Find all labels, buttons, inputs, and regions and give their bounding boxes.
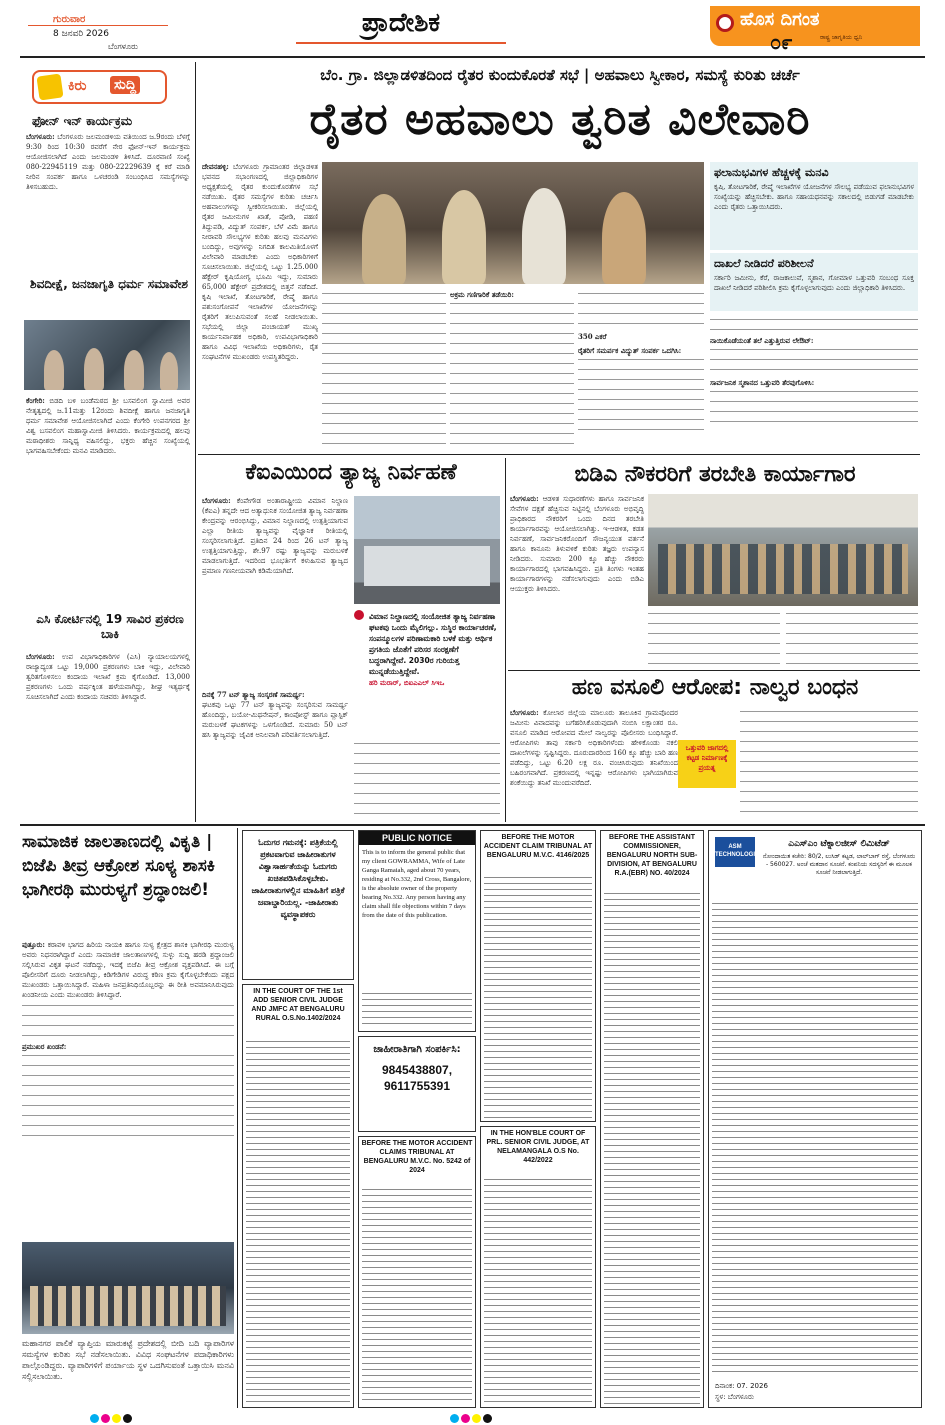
masthead-day: ಗುರುವಾರ [28, 14, 168, 26]
court4-title: IN THE HON'BLE COURT OF PRL. SENIOR CIVIL JUDGE, AT NELAMANGALA O.S No. 442/2022 [486, 1130, 590, 1164]
kia-col-1 [202, 496, 348, 686]
fraud-box-text: ಒತ್ತುವರಿ ಜಾಗದಲ್ಲಿ ಕಟ್ಟಡ ನಿರ್ಮಾಣಕ್ಕೆ ಪ್ರಯತ್ನ [685, 744, 729, 772]
lead-col-1 [202, 162, 318, 450]
kia-quote-by: ಹರಿ ಮರಾರ್, ಬಿಐಎಎಲ್ ಸಿಇಒ [369, 679, 445, 687]
kia-col-2b [354, 740, 500, 820]
lead-stat2: ಎಕರೆ [594, 332, 607, 341]
asm-notice-ad [708, 830, 922, 1408]
kia-photo [354, 496, 500, 604]
hand-icon [36, 73, 63, 100]
bda-col-1 [510, 494, 644, 664]
tribute-sub: ಪ್ರಮುಖರ ಖಂಡನೆ: [22, 1042, 67, 1051]
court-ad-3 [600, 830, 704, 1408]
kia-col-1b [202, 690, 348, 820]
tribute-body-block [22, 940, 234, 1240]
paper-logo [710, 6, 920, 46]
item2-lead: ಕೆಂಗೇರಿ: [26, 396, 45, 405]
register-mark-black [123, 1414, 132, 1423]
fraud-col-1 [510, 708, 678, 820]
lead-lead-word: ದೇವನಹಳ್ಳಿ: [202, 162, 229, 171]
bda-photo [648, 494, 918, 606]
court-ad-4 [480, 1126, 596, 1408]
court-ad-5 [358, 1136, 476, 1408]
sun-icon [716, 14, 734, 32]
tribute-body: ಕರಾವಳಿ ಭಾಗದ ಹಿರಿಯ ನಾಯಕಿ ಹಾಗೂ ಸುಳ್ಯ ಕ್ಷೇತ್ರದ ಶಾಸಕಿ ಭಾಗೀರಥಿ ಮುರುಳ್ಯ ಅವರು ನಿಧನರಾಗಿದ್ದಾರೆ ಎಂದು ಸಾಮಾಜಿಕ ಜಾಲತಾಣಗಳಲ್ಲಿ ಸುಳ್ಳು ಸುದ್ದಿ ಹರಡಿ ಶ್ರದ್ಧಾಂಜಲಿ ಸಲ್ಲಿಸಿರುವ ವಿಕೃತ ಘಟನೆ ನಡೆದಿದ್ದು, ಇದಕ್ಕೆ ಬಿಜೆಪಿ ತೀವ್ರ ಆಕ್ರೋಶ ವ್ಯಕ್ತಪಡಿಸಿದೆ. ಈ ಬಗ್ಗೆ ಪೊಲೀಸರಿಗೆ ದೂರು ನೀಡಲಾಗಿದ್ದು, ಕಿಡಿಗೇಡಿಗಳ ವಿರುದ್ಧ ಕಠಿಣ ಕ್ರಮ ಕೈಗೊಳ್ಳಬೇಕೆಂದು ಪಕ್ಷದ ಮುಖಂಡರು ಒತ್ತಾಯಿಸಿದ್ದಾರೆ. ಮಹಿಳಾ ಜನಪ್ರತಿನಿಧಿಯೊಬ್ಬರನ್ನು ಈ ರೀತಿ ಅವಮಾನಿಸಿರುವುದು ಖಂಡನೀಯ ಎಂದು ಮುಖಂಡರು ತಿಳಿಸಿದ್ದಾರೆ. [22, 941, 234, 999]
lead-sub3: ನಾಯಿಕೊಡೆಯಂತೆ ತಲೆ ಎತ್ತುತ್ತಿರುವ ಲೇಔಟ್: [710, 336, 814, 345]
item3-title: ಎಸಿ ಕೋರ್ಟಿನಲ್ಲಿ 19 ಸಾವಿರ ಪ್ರಕರಣ ಬಾಕಿ [36, 612, 184, 641]
asm-name: ಎಎಸ್ಎಂ ಟೆಕ್ನಾಲಜೀಸ್ ಲಿಮಿಟೆಡ್ [788, 839, 890, 849]
section-title: ಪ್ರಾದೇಶಿಕ [296, 8, 506, 44]
lead-col-5 [710, 316, 918, 450]
asm-logo-text: ASM TECHNOLOGIES [715, 844, 764, 858]
register-mark-yellow-2 [472, 1414, 481, 1423]
lead-stat1: 350 [578, 332, 593, 341]
side-box-2 [710, 253, 918, 311]
court5-title: BEFORE THE MOTOR ACCIDENT CLAIMS TRIBUNAL AT BENGALURU M.V.C. No. 5242 of 2024 [361, 1140, 473, 1174]
quote-icon [354, 610, 364, 620]
lead-sub1: ಅಕ್ರಮ ಗಣಿಗಾರಿಕೆ ತಡೆಯಿರಿ: [450, 290, 514, 299]
lead-body: ಬೆಂಗಳೂರು ಗ್ರಾಮಾಂತರ ಜಿಲ್ಲಾಡಳಿತ ಭವನದ ಸಭಾಂಗಣದಲ್ಲಿ ಜಿಲ್ಲಾಧಿಕಾರಿಗಳ ಅಧ್ಯಕ್ಷತೆಯಲ್ಲಿ ರೈತರ ಕುಂದುಕೊರತೆಗಳ ಸಭೆ ನಡೆಯಿತು. ರೈತರ ಸಮಸ್ಯೆಗಳ ಕುರಿತು ಚರ್ಚಿಸಿ ಅಹವಾಲುಗಳನ್ನು ಸ್ವೀಕರಿಸಲಾಯಿತು. ಜಿಲ್ಲೆಯಲ್ಲಿ ರೈತರ ಜಮೀನುಗಳ ಖಾತೆ, ಪೋಡಿ, ಪಹಣಿ ತಿದ್ದುಪಡಿ, ವಿದ್ಯುತ್ ಸಂಪರ್ಕ, ಬೆಳೆ ವಿಮೆ ಹಾಗೂ ನೀರಾವರಿ ಸೌಲಭ್ಯಗಳ ಕುರಿತು ಹಲವು ಮನವಿಗಳು ಬಂದಿದ್ದು, ಅವುಗಳನ್ನು ನಿಗದಿತ ಕಾಲಮಿತಿಯೊಳಗೆ ವಿಲೇವಾರಿ ಮಾಡಬೇಕು ಎಂದು ಅಧಿಕಾರಿಗಳಿಗೆ ಸೂಚಿಸಲಾಯಿತು. ಜಿಲ್ಲೆಯಲ್ಲಿ ಒಟ್ಟು 1.25.000 ಹೆಕ್ಟೇರ್ ಕೃಷಿಯೋಗ್ಯ ಭೂಮಿ ಇದ್ದು, ಸುಮಾರು 65,000 ಹೆಕ್ಟೇರ್ ಪ್ರದೇಶದಲ್ಲಿ ಬಿತ್ತನೆ ನಡೆದಿದೆ. ಕೃಷಿ ಇಲಾಖೆ, ತೋಟಗಾರಿಕೆ, ರೇಷ್ಮೆ ಹಾಗೂ ಪಶುಸಂಗೋಪನೆ ಇಲಾಖೆಗಳ ಯೋಜನೆಗಳನ್ನು ರೈತರಿಗೆ ತಲುಪಿಸುವಂತೆ ಸಲಹೆ ನೀಡಲಾಯಿತು. ಸಭೆಯಲ್ಲಿ ಜಿಲ್ಲಾ ಪಂಚಾಯತ್ ಮುಖ್ಯ ಕಾರ್ಯನಿರ್ವಾಹಕ ಅಧಿಕಾರಿ, ಉಪವಿಭಾಗಾಧಿಕಾರಿ ಹಾಗೂ ವಿವಿಧ ಇಲಾಖೆಯ ಅಧಿಕಾರಿಗಳು, ರೈತ ಸಂಘಟನೆಗಳ ಮುಖಂಡರು ಉಪಸ್ಥಿತರಿದ್ದರು. [202, 163, 318, 361]
lead-col-2 [322, 290, 446, 450]
fraud-lead-word: ಬೆಂಗಳೂರು: [510, 708, 539, 717]
register-mark-magenta [101, 1414, 110, 1423]
item2-photo [24, 320, 190, 390]
fraud-headline: ಹಣ ವಸೂಲಿ ಆರೋಪ: ನಾಲ್ವರ ಬಂಧನ [571, 675, 859, 700]
item1-title: ಫೋನ್ ಇನ್ ಕಾರ್ಯಕ್ರಮ [32, 114, 133, 128]
bda-body: ಆಡಳಿತ ಸುಧಾರಣೆಗಳು ಹಾಗೂ ಸಾರ್ವಜನಿಕ ಸೇವೆಗಳ ದಕ್ಷತೆ ಹೆಚ್ಚಿಸುವ ನಿಟ್ಟಿನಲ್ಲಿ ಬೆಂಗಳೂರು ಅಭಿವೃದ್ಧಿ ಪ್ರಾಧಿಕಾರದ ನೌಕರರಿಗೆ ಒಂದು ದಿನದ ತರಬೇತಿ ಕಾರ್ಯಾಗಾರವನ್ನು ಆಯೋಜಿಸಲಾಗಿತ್ತು. ಇ-ಆಡಳಿತ, ಕಡತ ನಿರ್ವಹಣೆ, ಸಾರ್ವಜನಿಕರೊಂದಿಗೆ ಸೌಜನ್ಯಯುತ ವರ್ತನೆ ಹಾಗೂ ಕಾನೂನು ತಿಳುವಳಿಕೆ ಕುರಿತು ತಜ್ಞರು ಉಪನ್ಯಾಸ ನೀಡಿದರು. ಸುಮಾರು 200 ಕ್ಕೂ ಹೆಚ್ಚು ನೌಕರರು ಕಾರ್ಯಾಗಾರದಲ್ಲಿ ಭಾಗವಹಿಸಿದ್ದರು. ಪ್ರತಿ ತಿಂಗಳು ಇಂತಹ ಕಾರ್ಯಾಗಾರಗಳನ್ನು ನಡೆಸಲಾಗುವುದು ಎಂದು ಬಿಡಿಎ ಆಯುಕ್ತರು ತಿಳಿಸಿದರು. [510, 495, 644, 593]
register-mark-cyan-2 [450, 1414, 459, 1423]
kia-lead-word: ಬೆಂಗಳೂರು: [202, 496, 231, 505]
item2-text: ಬಿಡದಿ ಬಳಿ ಬಂಡೆಮಠದ ಶ್ರೀ ಬಸವಲಿಂಗ ಸ್ವಾಮೀಜಿ ಅವರ ನೇತೃತ್ವದಲ್ಲಿ ಜ.11ಮತ್ತು 12ರಂದು ಶಿವದೀಕ್ಷೆ ಹಾಗೂ ಜನಜಾಗೃತಿ ಧರ್ಮ ಸಮಾವೇಶ ಆಯೋಜಿಸಲಾಗಿದೆ ಎಂದು ಕೆಂಗೇರಿ ಉಪನಗರದ ಶ್ರೀ ವಿಶ್ವ ಬಸವಲಿಂಗ ಮಹಾಸ್ವಾಮೀಜಿ ತಿಳಿಸಿದರು. ಕಾರ್ಯಕ್ರಮದಲ್ಲಿ ಹಲವು ಮಠಾಧೀಶರು ಸಾನ್ನಿಧ್ಯ ವಹಿಸಲಿದ್ದು, ಭಕ್ತರು ಹೆಚ್ಚಿನ ಸಂಖ್ಯೆಯಲ್ಲಿ ಭಾಗವಹಿಸಬೇಕೆಂದು ಮನವಿ ಮಾಡಿದರು. [26, 397, 190, 455]
kan-notice-ad [242, 830, 354, 980]
kirusuddi-label-a: ಕಿರು [68, 78, 87, 94]
register-mark-black-2 [483, 1414, 492, 1423]
box2-text: ಸರ್ಕಾರಿ ಜಮೀನು, ಕೆರೆ, ರಾಜಕಾಲುವೆ, ಸ್ಮಶಾನ, ಗೋಮಾಳ ಒತ್ತುವರಿ ಸಂಬಂಧ ಸೂಕ್ತ ದಾಖಲೆ ನೀಡಿದರೆ ಪರಿಶೀಲಿಸಿ ಕ್ರಮ ಕೈಗೊಳ್ಳಲಾಗುವುದು ಎಂದು ಜಿಲ್ಲಾಧಿಕಾರಿ ತಿಳಿಸಿದರು. [714, 274, 914, 292]
date-block [28, 14, 198, 52]
classified-title: ಜಾಹೀರಾತಿಗಾಗಿ ಸಂಪರ್ಕಿಸಿ: [373, 1044, 461, 1055]
register-mark-cyan [90, 1414, 99, 1423]
register-mark-magenta-2 [461, 1414, 470, 1423]
lead-photo [322, 162, 704, 284]
bda-col-3 [786, 610, 918, 666]
asm-logo [715, 837, 764, 867]
tribute-photo [22, 1242, 234, 1334]
public-notice-body: This is to inform the general public that my client GOWRAMMA, Wife of Late Ganga Ramaiah, aged about 70 years, residing at No.332, 2nd Cross, Bangalore, is the absolute owner of the property bearing No.332. Any person having any claim shall file objections within 7 days from the date of this publication. [362, 849, 472, 919]
register-mark-yellow [112, 1414, 121, 1423]
box1-title: ಫಲಾನುಭವಿಗಳ ಹೆಚ್ಚಳಕ್ಕೆ ಮನವಿ [714, 166, 829, 179]
classified-phone-1: 9845438807, [381, 1063, 453, 1077]
court-ad-1 [242, 984, 354, 1408]
item1-body [26, 132, 190, 272]
kia-sub: ದಿನಕ್ಕೆ 77 ಟನ್ ತ್ಯಾಜ್ಯ ಸಂಸ್ಕರಣೆ ಸಾಮರ್ಥ್ಯ: [202, 690, 305, 699]
court-ad-2 [480, 830, 596, 1122]
item3-text: ಉಪ ವಿಭಾಗಾಧಿಕಾರಿಗಳ (ಎಸಿ) ನ್ಯಾಯಾಲಯಗಳಲ್ಲಿ ರಾಜ್ಯಾದ್ಯಂತ ಒಟ್ಟು 19,000 ಪ್ರಕರಣಗಳು ಬಾಕಿ ಇದ್ದು, ವಿಲೇವಾರಿ ತ್ವರಿತಗೊಳಿಸಲು ಕಂದಾಯ ಇಲಾಖೆ ಕ್ರಮ ಕೈಗೊಂಡಿದೆ. 13,000 ಪ್ರಕರಣಗಳು ಒಂದು ವರ್ಷಕ್ಕಿಂತ ಹಳೆಯವಾಗಿದ್ದು, ಶೀಘ್ರ ಇತ್ಯರ್ಥಕ್ಕೆ ಸೂಚಿಸಲಾಗಿದೆ ಎಂದು ಕಂದಾಯ ಸಚಿವರು ತಿಳಿಸಿದ್ದಾರೆ. [26, 653, 190, 701]
paper-name: ಹೊಸ ದಿಗಂತ [740, 9, 820, 30]
tribute-caption: ಮಹಾನಗರ ಪಾಲಿಕೆ ವ್ಯಾಪ್ತಿಯ ಮಾರುಕಟ್ಟೆ ಪ್ರದೇಶದಲ್ಲಿ ಬೀದಿ ಬದಿ ವ್ಯಾಪಾರಿಗಳ ಸಮಸ್ಯೆಗಳ ಕುರಿತು ಸಭೆ ನಡೆಸಲಾಯಿತು. ವಿವಿಧ ಸಂಘಟನೆಗಳ ಪದಾಧಿಕಾರಿಗಳು ಪಾಲ್ಗೊಂಡಿದ್ದರು. ವ್ಯಾಪಾರಿಗಳಿಗೆ ಪರ್ಯಾಯ ಸ್ಥಳ ಒದಗಿಸುವಂತೆ ಒತ್ತಾಯಿಸಿ ಮನವಿ ಸಲ್ಲಿಸಲಾಯಿತು. [22, 1339, 234, 1381]
fraud-body: ಕೋಲಾರ ಜಿಲ್ಲೆಯ ಮಾಲೂರು ತಾಲೂಕಿನ ಗ್ರಾಮವೊಂದರ ಜಮೀನು ವಿವಾದವನ್ನು ಬಗೆಹರಿಸಿಕೊಡುವುದಾಗಿ ನಂಬಿಸಿ ಲಕ್ಷಾಂತರ ರೂ. ವಸೂಲಿ ಮಾಡಿದ ಆರೋಪದ ಮೇಲೆ ನಾಲ್ವರನ್ನು ಪೊಲೀಸರು ಬಂಧಿಸಿದ್ದಾರೆ. ಆರೋಪಿಗಳು ತಾವು ಸರ್ಕಾರಿ ಅಧಿಕಾರಿಗಳೆಂದು ಹೇಳಿಕೊಂಡು ನಕಲಿ ದಾಖಲೆಗಳನ್ನು ಸೃಷ್ಟಿಸಿದ್ದರು. ದೂರುದಾರರಿಂದ 160 ಕ್ಕೂ ಹೆಚ್ಚು ಬಾರಿ ಹಣ ಪಡೆದಿದ್ದು, ಒಟ್ಟು 6.20 ಲಕ್ಷ ರೂ. ವಂಚಿಸಿರುವುದು ತನಿಖೆಯಿಂದ ಬಹಿರಂಗವಾಗಿದೆ. ಪ್ರಕರಣದಲ್ಲಿ ಇನ್ನಷ್ಟು ಆರೋಪಿಗಳು ಭಾಗಿಯಾಗಿರುವ ಶಂಕೆಯಿದ್ದು ತನಿಖೆ ಮುಂದುವರೆದಿದೆ. [510, 709, 678, 787]
kirusuddi-column [20, 62, 192, 822]
masthead-city: ಬೆಂಗಳೂರು [108, 42, 138, 51]
kia-sub-body: ಘಟಕವು ಒಟ್ಟು 77 ಟನ್ ತ್ಯಾಜ್ಯವನ್ನು ಸಂಸ್ಕರಿಸುವ ಸಾಮರ್ಥ್ಯ ಹೊಂದಿದ್ದು, ಬಯೋ-ಮಿಥನೇಷನ್, ಕಾಂಪೋಸ್ಟ್ ಹಾಗೂ ಪ್ಲಾಸ್ಟಿಕ್ ಮರುಬಳಕೆ ಘಟಕಗಳನ್ನು ಒಳಗೊಂಡಿದೆ. ಸುಮಾರು 50 ಟನ್ ಹಸಿ ತ್ಯಾಜ್ಯವನ್ನು ಜೈವಿಕ ಅನಿಲವಾಗಿ ಪರಿವರ್ತಿಸಲಾಗುತ್ತಿದೆ. [202, 701, 348, 739]
lead-col-3 [450, 290, 574, 450]
kirusuddi-header [32, 70, 167, 104]
public-notice-ad [358, 830, 476, 1032]
tribute-headline: ಸಾಮಾಜಿಕ ಜಾಲತಾಣದಲ್ಲಿ ವಿಕೃತಿ | ಬಿಜೆಪಿ ತೀವ್ರ ಆಕ್ರೋಶ ಸೂಳ್ಯ ಶಾಸಕಿ ಭಾಗೀರಥಿ ಮುರುಳ್ಯಗೆ ಶ್ರದ್ಧಾಂಜಲಿ! [22, 832, 215, 900]
paper-tagline: ರಾಷ್ಟ್ರ ಜಾಗೃತಿಯ ಧ್ವನಿ [820, 34, 863, 41]
item3-lead: ಬೆಂಗಳೂರು: [26, 652, 55, 661]
asm-body: ನೋಂದಾಯಿತ ಕಚೇರಿ: 80/2, ಲುಸಿಡ್ ಕಟ್ಟಡ, ಲಾಲ್‌ಬಾಗ್ ರಸ್ತೆ, ಬೆಂಗಳೂರು - 560027. ಅಂಚೆ ಮತದಾನ ಸೂಚನೆ. ಕಂಪನಿಯ ಸದಸ್ಯರಿಗೆ ಈ ಮೂಲಕ ಸೂಚನೆ ನೀಡಲಾಗುತ್ತಿದೆ. [762, 853, 916, 876]
box1-text: ಕೃಷಿ, ತೋಟಗಾರಿಕೆ, ರೇಷ್ಮೆ ಇಲಾಖೆಗಳ ಯೋಜನೆಗಳ ಸೌಲಭ್ಯ ಪಡೆಯುವ ಫಲಾನುಭವಿಗಳ ಸಂಖ್ಯೆಯನ್ನು ಹೆಚ್ಚಿಸಬೇಕು. ಹಾಗೂ ಸಹಾಯಧನವನ್ನು ಸಕಾಲದಲ್ಲಿ ಬಿಡುಗಡೆ ಮಾಡಬೇಕು ಎಂದು ರೈತರು ಒತ್ತಾಯಿಸಿದರು. [714, 183, 914, 211]
bda-lead-word: ಬೆಂಗಳೂರು: [510, 494, 539, 503]
kia-body: ಕೆಂಪೇಗೌಡ ಅಂತಾರಾಷ್ಟ್ರೀಯ ವಿಮಾನ ನಿಲ್ದಾಣ (ಕೆಐಎ) ತನ್ನದೇ ಆದ ಅತ್ಯಾಧುನಿಕ ಸಂಯೋಜಿತ ತ್ಯಾಜ್ಯ ನಿರ್ವಹಣಾ ಕೇಂದ್ರವನ್ನು ಆರಂಭಿಸಿದ್ದು, ವಿಮಾನ ನಿಲ್ದಾಣದಲ್ಲಿ ಉತ್ಪತ್ತಿಯಾಗುವ ಎಲ್ಲಾ ರೀತಿಯ ತ್ಯಾಜ್ಯವನ್ನು ವೈಜ್ಞಾನಿಕ ರೀತಿಯಲ್ಲಿ ಸಂಸ್ಕರಿಸಲಾಗುತ್ತಿದೆ. ಪ್ರತಿದಿನ 24 ರಿಂದ 26 ಟನ್ ತ್ಯಾಜ್ಯ ಉತ್ಪತ್ತಿಯಾಗುತ್ತಿದ್ದು, ಶೇ.97 ರಷ್ಟು ತ್ಯಾಜ್ಯವನ್ನು ಮರುಬಳಕೆ ಮಾಡಲಾಗುತ್ತಿದೆ. ಇದರಿಂದ ಭೂಭರ್ತಿಗೆ ಕಳುಹಿಸುವ ತ್ಯಾಜ್ಯದ ಪ್ರಮಾಣ ಗಣನೀಯವಾಗಿ ಕಡಿಮೆಯಾಗಿದೆ. [202, 497, 348, 575]
lead-headline: ರೈತರ ಅಹವಾಲು ತ್ವರಿತ ವಿಲೇವಾರಿ [309, 94, 811, 145]
item3-body [26, 652, 190, 820]
fraud-highlight-box [678, 740, 736, 788]
public-notice-heading: PUBLIC NOTICE [359, 831, 475, 845]
masthead [0, 0, 945, 56]
side-box-1 [710, 162, 918, 250]
court2-title: BEFORE THE MOTOR ACCIDENT CLAIM TRIBUNAL AT BENGALURU M.V.C. 4146/2025 [483, 834, 593, 859]
asm-place: ಸ್ಥಳ: ಬೆಂಗಳೂರು [715, 1393, 754, 1401]
kia-quote-box [354, 608, 500, 738]
bda-headline: ಬಿಡಿಎ ನೌಕರರಿಗೆ ತರಬೇತಿ ಕಾರ್ಯಾಗಾರ [574, 462, 856, 487]
tribute-lead-word: ಪುತ್ತೂರು: [22, 940, 45, 949]
item2-body [26, 396, 190, 606]
kan-notice-text: ಓದುಗರ ಗಮನಕ್ಕೆ: ಪತ್ರಿಕೆಯಲ್ಲಿ ಪ್ರಕಟವಾಗುವ ಜಾಹೀರಾತುಗಳ ವಿಶ್ವಾಸಾರ್ಹತೆಯನ್ನು ಓದುಗರು ಖಚಿತಪಡಿಸಿಕೊಳ್ಳಬೇಕು. ಜಾಹೀರಾತುಗಳಲ್ಲಿನ ಮಾಹಿತಿಗೆ ಪತ್ರಿಕೆ ಜವಾಬ್ದಾರಿಯಲ್ಲ. -ಜಾಹೀರಾತು ವ್ಯವಸ್ಥಾಪಕರು [251, 838, 345, 919]
fraud-col-2 [740, 708, 918, 820]
page-number: ೦೯ [770, 30, 793, 54]
masthead-date: 8 ಜನವರಿ 2026 [53, 29, 109, 39]
item1-text: ಬೆಂಗಳೂರು ಜಲಮಂಡಳಿಯ ವತಿಯಿಂದ ಜ.9ರಂದು ಬೆಳಗ್ಗೆ 9:30 ರಿಂದ 10:30 ರವರೆಗೆ ನೇರ ಫೋನ್-ಇನ್ ಕಾರ್ಯಕ್ರಮ ಆಯೋಜಿಸಲಾಗಿದೆ ಎಂದು ಜಲಮಂಡಳಿ ತಿಳಿಸಿದೆ. ದೂರವಾಣಿ ಸಂಖ್ಯೆ 080-22945119 ಮತ್ತು 080-22229639 ಕ್ಕೆ ಕರೆ ಮಾಡಿ ನೀರಿನ ಸಂಪರ್ಕ ಹಾಗೂ ಒಳಚರಂಡಿ ಸಂಬಂಧಿಸಿದ ಸಮಸ್ಯೆಗಳನ್ನು ತಿಳಿಸಬಹುದು. [26, 133, 190, 191]
court1-title: IN THE COURT OF THE 1st ADD SENIOR CIVIL JUDGE AND JMFC AT BENGALURU RURAL O.S.No.1402/2024 [251, 988, 345, 1022]
item1-lead: ಬೆಂಗಳೂರು: [26, 132, 55, 141]
kia-quote: ವಿಮಾನ ನಿಲ್ದಾಣದಲ್ಲಿ ಸಂಯೋಜಿತ ತ್ಯಾಜ್ಯ ನಿರ್ವಹಣಾ ಘಟಕವು ಒಂದು ಮೈಲಿಗಲ್ಲು. ಸುಸ್ಥಿರ ಕಾರ್ಯಾಚರಣೆ, ಸಂಪನ್ಮೂಲಗಳ ಪರಿಣಾಮಕಾರಿ ಬಳಕೆ ಮತ್ತು ಆರ್ಥಿಕ ಪ್ರಗತಿಯ ಜೊತೆಗೆ ಪರಿಸರ ಸಂರಕ್ಷಣೆಗೆ ಬದ್ಧರಾಗಿದ್ದೇವೆ. 2030ರ ಗುರಿಯತ್ತ ಮುನ್ನಡೆಯುತ್ತಿದ್ದೇವೆ. [369, 612, 497, 676]
classified-contact-ad [358, 1036, 476, 1132]
kirusuddi-label-b: ಸುದ್ದಿ [110, 76, 140, 94]
classified-phone-2: 9611755391 [383, 1079, 451, 1093]
item2-title: ಶಿವದೀಕ್ಷೆ, ಜನಜಾಗೃತಿ ಧರ್ಮ ಸಮಾವೇಶ [30, 277, 188, 291]
asm-date: ದಿನಾಂಕ: 07. 2026 [715, 1382, 768, 1390]
lead-kicker: ಬೆಂ. ಗ್ರಾ. ಜಿಲ್ಲಾಡಳಿತದಿಂದ ರೈತರ ಕುಂದುಕೊರತೆ ಸಭೆ | ಅಹವಾಲು ಸ್ವೀಕಾರ, ಸಮಸ್ಯೆ ಕುರಿತು ಚರ್ಚೆ [320, 66, 800, 84]
bda-col-2 [648, 610, 780, 666]
court3-title: BEFORE THE ASSISTANT COMMISSIONER, BENGALURU NORTH SUB-DIVISION, AT BENGALURU R.A.(EBR) NO. 40/2024 [606, 834, 698, 877]
lead-sub2: ರೈತರಿಗೆ ಸಮರ್ಪಕ ವಿದ್ಯುತ್ ಸಂಪರ್ಕ ಒದಗಿಸಿ: [578, 346, 682, 355]
lead-col-4 [578, 290, 704, 450]
kia-headline: ಕೆಐಎಯಿಂದ ತ್ಯಾಜ್ಯ ನಿರ್ವಹಣೆ [245, 460, 457, 485]
box2-title: ದಾಖಲೆ ನೀಡಿದರೆ ಪರಿಶೀಲನೆ [714, 257, 814, 270]
lead-sub4: ಸಾರ್ವಜನಿಕ ಸ್ಮಶಾನದ ಒತ್ತುವರಿ ತೆರವುಗೊಳಿಸಿ: [710, 378, 815, 387]
